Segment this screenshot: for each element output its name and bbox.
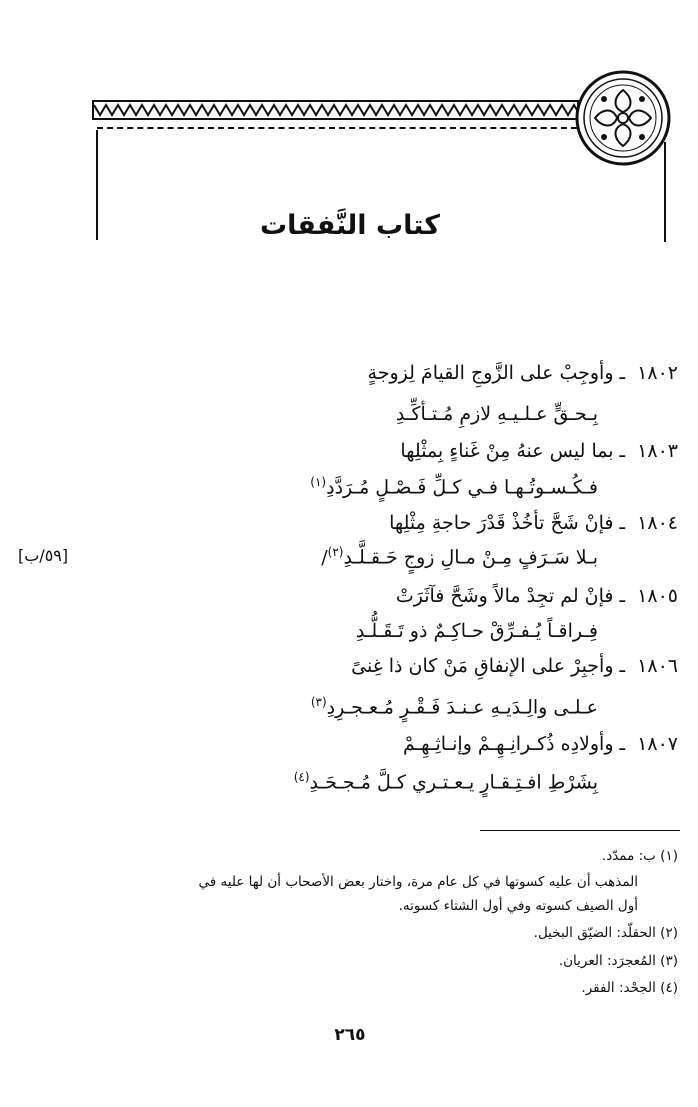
verse-number: ١٨٠٤: [637, 512, 678, 534]
verse-1802-first-hemistich: [368, 362, 678, 384]
verse-1804-second-hemistich: [321, 545, 598, 568]
footnote-marker: (٣): [310, 695, 327, 709]
dash-separator: ـ: [613, 440, 626, 462]
verse-text: فـكُـسـوتُـهـا فـي كـلِّ فَـصْـلٍ مُـرَدَّدِ: [326, 476, 598, 499]
manuscript-folio-reference: [٥٩/ب]: [18, 546, 69, 565]
verse-text: وأجبِرْ على الإنفاقِ مَنْ كان ذا غِنىً: [351, 655, 614, 677]
verse-1803-first-hemistich: [400, 440, 678, 462]
header-frame-left: [96, 130, 98, 240]
verse-number: ١٨٠٣: [637, 440, 678, 462]
footnote-3: (٣) المُعجرَد: العريان.: [558, 953, 678, 969]
manuscript-slash: /: [321, 546, 328, 569]
footnote-marker: (١): [310, 475, 327, 489]
footnote-1: (١) ب: ممدّد.: [601, 848, 678, 864]
footnote-marker: (٤): [293, 770, 310, 784]
verse-text: فإنْ لم تجِدْ مالاً وشَحَّ فآثَرَتْ: [395, 585, 614, 607]
verse-1805-first-hemistich: [396, 585, 678, 607]
verse-1802-second-hemistich: [396, 403, 598, 425]
dash-separator: ـ: [613, 362, 626, 384]
dash-separator: ـ: [613, 585, 626, 607]
footnote-marker: (٢): [327, 545, 344, 559]
dash-separator: ـ: [613, 655, 626, 677]
footnote-1-text: المذهب أن عليه كسوتها في كل عام مرة، واختار بعض الأصحاب أن لها عليه في: [198, 874, 638, 890]
chapter-title: كتاب النَّفقات: [260, 210, 440, 241]
verse-text: فِـراقـاً يُـفـرِّقْ حـاكِـمٌ ذو تَـقَـلُّـدِ: [355, 620, 598, 642]
verse-text: وأوجِبْ على الزَّوجِ القيامَ لِزوجةٍ: [367, 362, 614, 384]
verse-1806-first-hemistich: [351, 655, 678, 677]
header-dashed-rule: [97, 127, 577, 129]
verse-number: ١٨٠٢: [637, 362, 678, 384]
page-number: ٢٦٥: [334, 1025, 366, 1045]
verse-text: فإنْ شَحَّ تأخُذْ قَدْرَ حاجةِ مِثْلِها: [389, 512, 614, 534]
header-ornament-band: [92, 100, 579, 120]
verse-text: عـلـى والِـدَيـهِ عـنـدَ فَـقْـرٍ مُـعـجـرِدِ: [326, 696, 598, 719]
verse-number: ١٨٠٧: [637, 733, 678, 755]
ornament-medallion-icon: [573, 68, 673, 168]
verse-1807-second-hemistich: [294, 770, 598, 793]
verse-text: بـلا سَـرَفٍ مِـنْ مـالِ زوجٍ حَـقـلَّـدِ: [343, 546, 598, 569]
footnote-2: (٢) الحقلّد: الضيّق البخيل.: [533, 925, 678, 941]
verse-text: بما ليس عنهُ مِنْ غَناءٍ بِمثْلِها: [400, 440, 614, 462]
verse-1803-second-hemistich: [310, 475, 598, 498]
footnote-separator: [480, 830, 680, 831]
verse-1804-first-hemistich: [389, 512, 678, 534]
dash-separator: ـ: [613, 733, 626, 755]
verse-number: ١٨٠٦: [637, 655, 678, 677]
verse-1806-second-hemistich: [311, 695, 598, 718]
footnote-4: (٤) الجحْد: الفقر.: [581, 980, 678, 996]
verse-text: بِشَرْطِ افـتِـقـارٍ يـعـتـري كـلَّ مُـجـحَـدِ: [309, 771, 598, 794]
verse-1805-second-hemistich: [356, 620, 598, 642]
dash-separator: ـ: [613, 512, 626, 534]
verse-text: وأولادِه ذُكـرانِـهِـمْ وإنـاثِـهِـمْ: [402, 733, 614, 755]
verse-number: ١٨٠٥: [637, 585, 678, 607]
verse-1807-first-hemistich: [403, 733, 678, 755]
footnote-1-text-cont: أول الصيف كسوته وفي أول الشتاء كسوته.: [398, 898, 638, 914]
verse-text: بِـحـقٍّ عـلـيـهِ لازمِ مُـتـأكِّـدِ: [395, 403, 598, 425]
